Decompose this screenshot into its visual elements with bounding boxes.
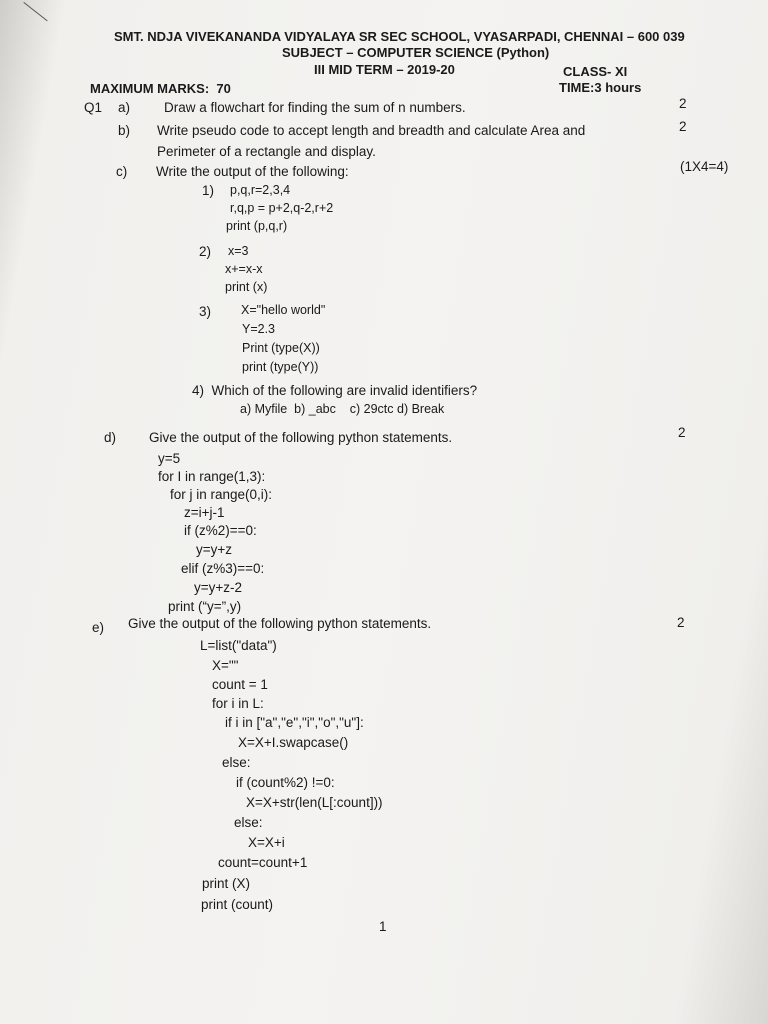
code-line: if i in ["a","e","i","o","u"]:	[225, 715, 364, 730]
q1d-text: Give the output of the following python statements.	[149, 430, 453, 445]
q1c-text: Write the output of the following:	[156, 164, 349, 179]
q1d-marks: 2	[678, 425, 686, 440]
code-line: elif (z%3)==0:	[181, 561, 265, 576]
q1d-label: d)	[104, 430, 117, 445]
code-line: if (z%2)==0:	[184, 523, 257, 538]
q1b-text-line1: Write pseudo code to accept length and breadth and calculate Area and	[157, 123, 586, 138]
q1e-label: e)	[92, 620, 105, 635]
code-line: print (x)	[225, 280, 268, 294]
question-number: Q1	[84, 100, 103, 115]
max-marks: MAXIMUM MARKS: 70	[90, 81, 231, 96]
q1b-marks: 2	[679, 119, 687, 134]
code-line: print (X)	[202, 876, 251, 891]
code-line: count = 1	[212, 677, 268, 692]
term-title: III MID TERM – 2019-20	[314, 62, 455, 77]
code-line: p,q,r=2,3,4	[230, 183, 291, 197]
school-name: SMT. NDJA VIVEKANANDA VIDYALAYA SR SEC SCHOOL, VYASARPADI, CHENNAI – 600 039	[114, 29, 685, 44]
q1c-part3-number: 3)	[199, 304, 212, 319]
code-line: X=""	[212, 658, 239, 673]
code-line: y=5	[158, 451, 181, 466]
page-number: 1	[379, 919, 387, 934]
code-line: count=count+1	[218, 855, 308, 870]
code-line: X="hello world"	[241, 303, 326, 317]
code-line: X=X+i	[248, 835, 285, 850]
code-line: print (type(Y))	[242, 360, 319, 374]
code-line: z=i+j-1	[184, 505, 225, 520]
q1e-marks: 2	[677, 615, 685, 630]
page-corner-mark	[10, 2, 48, 39]
class-label: CLASS- XI	[563, 64, 628, 79]
code-line: else:	[234, 815, 263, 830]
code-line: for I in range(1,3):	[158, 469, 266, 484]
q1a-text: Draw a flowchart for finding the sum of n numbers.	[164, 100, 466, 115]
code-line: x=3	[228, 244, 249, 258]
code-line: for j in range(0,i):	[170, 487, 273, 502]
q1c-part4-question: 4) Which of the following are invalid identifiers?	[192, 383, 478, 398]
code-line: x+=x-x	[225, 262, 263, 276]
q1c-marks: (1X4=4)	[680, 159, 729, 174]
code-line: print (“y=”,y)	[168, 599, 242, 614]
subject-title: SUBJECT – COMPUTER SCIENCE (Python)	[282, 45, 550, 60]
code-line: L=list("data")	[200, 638, 277, 653]
code-line: X=X+I.swapcase()	[238, 735, 349, 750]
code-line: print (count)	[201, 897, 274, 912]
q1c-part4-options: a) Myfile b) _abc c) 29ctc d) Break	[240, 402, 445, 416]
q1c-part1-number: 1)	[202, 183, 215, 198]
q1a-marks: 2	[679, 96, 687, 111]
code-line: if (count%2) !=0:	[236, 775, 335, 790]
q1b-text-line2: Perimeter of a rectangle and display.	[157, 144, 376, 159]
q1b-label: b)	[118, 123, 131, 138]
code-line: Print (type(X))	[242, 341, 320, 355]
time-label: TIME:3 hours	[559, 80, 642, 95]
code-line: y=y+z-2	[194, 580, 243, 595]
code-line: r,q,p = p+2,q-2,r+2	[230, 201, 334, 215]
q1c-part2-number: 2)	[199, 244, 212, 259]
code-line: y=y+z	[196, 542, 233, 557]
code-line: for i in L:	[212, 696, 264, 711]
code-line: else:	[222, 755, 251, 770]
code-line: X=X+str(len(L[:count]))	[246, 795, 383, 810]
q1a-label: a)	[118, 100, 131, 115]
q1c-label: c)	[116, 164, 128, 179]
code-line: Y=2.3	[242, 322, 276, 336]
q1e-text: Give the output of the following python statements.	[128, 616, 432, 631]
code-line: print (p,q,r)	[226, 219, 288, 233]
